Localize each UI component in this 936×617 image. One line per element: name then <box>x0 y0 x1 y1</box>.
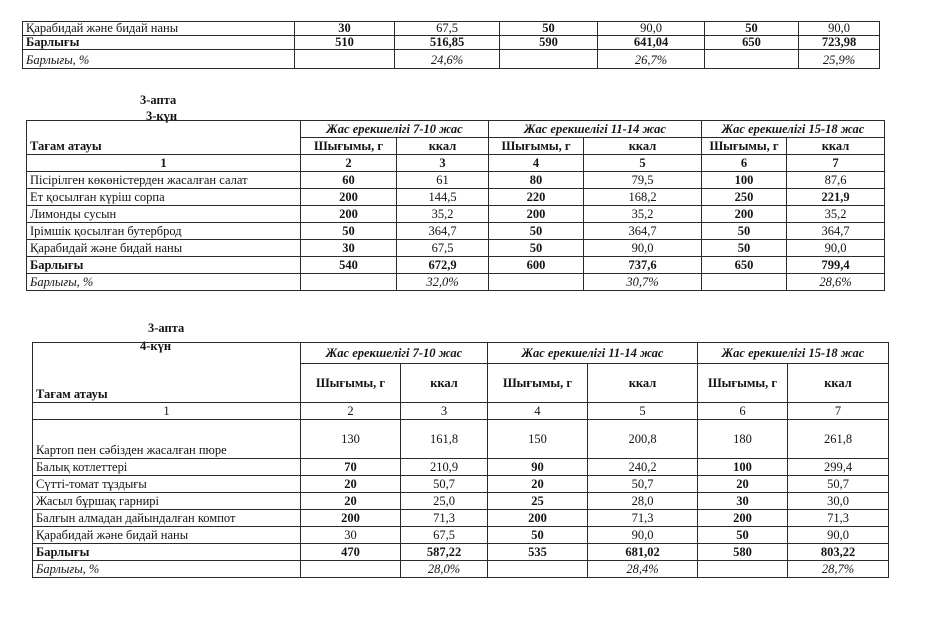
yield-cell: 50 <box>489 240 584 257</box>
percent-value: 25,9% <box>799 50 880 69</box>
dish-name: Сүтті-томат тұздығы <box>33 476 301 493</box>
menu-table-day4 <box>32 342 889 578</box>
total-kcal: 737,6 <box>584 257 702 274</box>
total-yield: 510 <box>295 36 395 50</box>
percent-value: 28,0% <box>401 561 488 578</box>
kcal-cell: 144,5 <box>397 189 489 206</box>
yield-cell: 180 <box>698 420 788 459</box>
yield-cell: 80 <box>489 172 584 189</box>
table-row <box>23 22 880 36</box>
yield-cell: 100 <box>702 172 787 189</box>
header-row <box>27 121 885 138</box>
kcal-cell: 364,7 <box>787 223 885 240</box>
column-number: 1 <box>27 155 301 172</box>
total-yield: 590 <box>500 36 598 50</box>
age-group-header: Жас ерекшелігі 15-18 жас <box>698 343 889 364</box>
column-number: 6 <box>698 403 788 420</box>
header-row <box>33 343 889 364</box>
column-number: 2 <box>301 403 401 420</box>
total-yield: 580 <box>698 544 788 561</box>
percent-label: Барлығы, % <box>23 50 295 69</box>
dish-name-header: Тағам атауы <box>33 343 301 403</box>
kcal-cell: 240,2 <box>588 459 698 476</box>
week-label: 3-апта <box>148 321 185 335</box>
yield-cell: 30 <box>295 22 395 36</box>
total-kcal: 516,85 <box>395 36 500 50</box>
yield-cell: 50 <box>705 22 799 36</box>
column-number: 3 <box>397 155 489 172</box>
yield-cell: 25 <box>488 493 588 510</box>
column-number: 7 <box>787 155 885 172</box>
dish-name: Балғын алмадан дайындалған компот <box>33 510 301 527</box>
yield-cell: 200 <box>301 206 397 223</box>
kcal-cell: 90,0 <box>799 22 880 36</box>
yield-cell: 30 <box>301 240 397 257</box>
column-number: 6 <box>702 155 787 172</box>
percent-value: 26,7% <box>598 50 705 69</box>
dish-name-header: Тағам атауы <box>27 121 301 155</box>
kcal-cell: 61 <box>397 172 489 189</box>
kcal-cell: 50,7 <box>401 476 488 493</box>
yield-header: Шығымы, г <box>301 364 401 403</box>
table-row <box>27 206 885 223</box>
kcal-header: ккал <box>401 364 488 403</box>
yield-cell: 20 <box>301 493 401 510</box>
yield-cell: 60 <box>301 172 397 189</box>
yield-cell: 200 <box>301 510 401 527</box>
table-row <box>33 476 889 493</box>
kcal-header: ккал <box>788 364 889 403</box>
total-yield: 600 <box>489 257 584 274</box>
yield-header: Шығымы, г <box>698 364 788 403</box>
age-group-header: Жас ерекшелігі 7-10 жас <box>301 343 488 364</box>
yield-cell: 30 <box>301 527 401 544</box>
yield-cell: 200 <box>702 206 787 223</box>
yield-cell: 50 <box>698 527 788 544</box>
kcal-cell: 90,0 <box>788 527 889 544</box>
kcal-header: ккал <box>588 364 698 403</box>
kcal-cell: 71,3 <box>788 510 889 527</box>
total-yield: 470 <box>301 544 401 561</box>
total-yield: 540 <box>301 257 397 274</box>
week-label: 3-апта <box>140 93 177 107</box>
column-number-row <box>33 403 889 420</box>
percent-label: Барлығы, % <box>27 274 301 291</box>
total-kcal: 799,4 <box>787 257 885 274</box>
dish-name: Лимонды сусын <box>27 206 301 223</box>
yield-cell: 20 <box>698 476 788 493</box>
menu-table-continuation <box>22 21 880 69</box>
kcal-cell: 67,5 <box>395 22 500 36</box>
yield-cell: 130 <box>301 420 401 459</box>
percent-value: 28,4% <box>588 561 698 578</box>
kcal-cell: 28,0 <box>588 493 698 510</box>
kcal-cell: 210,9 <box>401 459 488 476</box>
total-row <box>33 544 889 561</box>
percent-value: 32,0% <box>397 274 489 291</box>
kcal-header: ккал <box>397 138 489 155</box>
total-kcal: 587,22 <box>401 544 488 561</box>
kcal-cell: 161,8 <box>401 420 488 459</box>
table-row <box>27 172 885 189</box>
dish-name: Жасыл бұршақ гарнирі <box>33 493 301 510</box>
kcal-cell: 79,5 <box>584 172 702 189</box>
percent-label: Барлығы, % <box>33 561 301 578</box>
percent-value: 28,7% <box>788 561 889 578</box>
day-label: 3-күн <box>146 109 178 123</box>
day-label: 4-күн <box>140 339 172 353</box>
total-kcal: 641,04 <box>598 36 705 50</box>
percent-row <box>23 50 880 69</box>
yield-cell: 50 <box>702 240 787 257</box>
kcal-cell: 71,3 <box>401 510 488 527</box>
column-number: 4 <box>488 403 588 420</box>
total-kcal: 672,9 <box>397 257 489 274</box>
total-kcal: 723,98 <box>799 36 880 50</box>
yield-cell: 150 <box>488 420 588 459</box>
table-row <box>27 240 885 257</box>
yield-cell: 250 <box>702 189 787 206</box>
column-number: 1 <box>33 403 301 420</box>
kcal-cell: 299,4 <box>788 459 889 476</box>
age-group-header: Жас ерекшелігі 11-14 жас <box>488 343 698 364</box>
kcal-cell: 67,5 <box>401 527 488 544</box>
dish-name: Қарабидай және бидай наны <box>27 240 301 257</box>
yield-cell: 50 <box>489 223 584 240</box>
kcal-cell: 221,9 <box>787 189 885 206</box>
kcal-cell: 364,7 <box>584 223 702 240</box>
total-kcal: 803,22 <box>788 544 889 561</box>
dish-name: Балық котлеттері <box>33 459 301 476</box>
total-row <box>23 36 880 50</box>
percent-value: 24,6% <box>395 50 500 69</box>
total-label: Барлығы <box>33 544 301 561</box>
kcal-header: ккал <box>787 138 885 155</box>
yield-header: Шығымы, г <box>702 138 787 155</box>
yield-cell: 30 <box>698 493 788 510</box>
total-yield: 535 <box>488 544 588 561</box>
yield-header: Шығымы, г <box>301 138 397 155</box>
yield-cell: 20 <box>488 476 588 493</box>
kcal-cell: 90,0 <box>584 240 702 257</box>
kcal-cell: 35,2 <box>787 206 885 223</box>
kcal-cell: 50,7 <box>788 476 889 493</box>
column-number: 4 <box>489 155 584 172</box>
age-group-header: Жас ерекшелігі 7-10 жас <box>301 121 489 138</box>
kcal-cell: 87,6 <box>787 172 885 189</box>
total-row <box>27 257 885 274</box>
kcal-cell: 90,0 <box>598 22 705 36</box>
column-number: 7 <box>788 403 889 420</box>
yield-cell: 50 <box>702 223 787 240</box>
kcal-cell: 67,5 <box>397 240 489 257</box>
total-yield: 650 <box>702 257 787 274</box>
kcal-cell: 90,0 <box>787 240 885 257</box>
yield-cell: 200 <box>301 189 397 206</box>
yield-cell: 70 <box>301 459 401 476</box>
dish-name: Картоп пен сәбізден жасалған пюре <box>33 420 301 459</box>
kcal-cell: 71,3 <box>588 510 698 527</box>
column-number: 3 <box>401 403 488 420</box>
table-row <box>33 527 889 544</box>
total-yield: 650 <box>705 36 799 50</box>
kcal-cell: 30,0 <box>788 493 889 510</box>
dish-name: Ірімшік қосылған бутерброд <box>27 223 301 240</box>
yield-cell: 90 <box>488 459 588 476</box>
menu-table-day3 <box>26 120 885 291</box>
yield-cell: 50 <box>301 223 397 240</box>
kcal-cell: 261,8 <box>788 420 889 459</box>
dish-name: Қарабидай және бидай наны <box>23 22 295 36</box>
kcal-cell: 168,2 <box>584 189 702 206</box>
kcal-cell: 364,7 <box>397 223 489 240</box>
table-row <box>33 493 889 510</box>
yield-header: Шығымы, г <box>488 364 588 403</box>
total-label: Барлығы <box>23 36 295 50</box>
yield-cell: 200 <box>489 206 584 223</box>
kcal-cell: 35,2 <box>397 206 489 223</box>
yield-cell: 200 <box>488 510 588 527</box>
kcal-cell: 35,2 <box>584 206 702 223</box>
percent-row <box>27 274 885 291</box>
table-row <box>33 420 889 459</box>
kcal-header: ккал <box>584 138 702 155</box>
kcal-cell: 90,0 <box>588 527 698 544</box>
yield-header: Шығымы, г <box>489 138 584 155</box>
yield-cell: 50 <box>488 527 588 544</box>
dish-name: Қарабидай және бидай наны <box>33 527 301 544</box>
kcal-cell: 200,8 <box>588 420 698 459</box>
column-number: 5 <box>588 403 698 420</box>
percent-row <box>33 561 889 578</box>
table-row <box>27 223 885 240</box>
percent-value: 30,7% <box>584 274 702 291</box>
yield-cell: 200 <box>698 510 788 527</box>
dish-name: Пісірілген көкөністерден жасалған салат <box>27 172 301 189</box>
yield-cell: 20 <box>301 476 401 493</box>
age-group-header: Жас ерекшелігі 15-18 жас <box>702 121 885 138</box>
table-row <box>33 459 889 476</box>
table-row <box>27 189 885 206</box>
yield-cell: 220 <box>489 189 584 206</box>
column-number-row <box>27 155 885 172</box>
kcal-cell: 25,0 <box>401 493 488 510</box>
age-group-header: Жас ерекшелігі 11-14 жас <box>489 121 702 138</box>
total-kcal: 681,02 <box>588 544 698 561</box>
percent-value: 28,6% <box>787 274 885 291</box>
yield-cell: 100 <box>698 459 788 476</box>
column-number: 5 <box>584 155 702 172</box>
dish-name: Ет қосылған күріш сорпа <box>27 189 301 206</box>
column-number: 2 <box>301 155 397 172</box>
total-label: Барлығы <box>27 257 301 274</box>
yield-cell: 50 <box>500 22 598 36</box>
kcal-cell: 50,7 <box>588 476 698 493</box>
table-row <box>33 510 889 527</box>
